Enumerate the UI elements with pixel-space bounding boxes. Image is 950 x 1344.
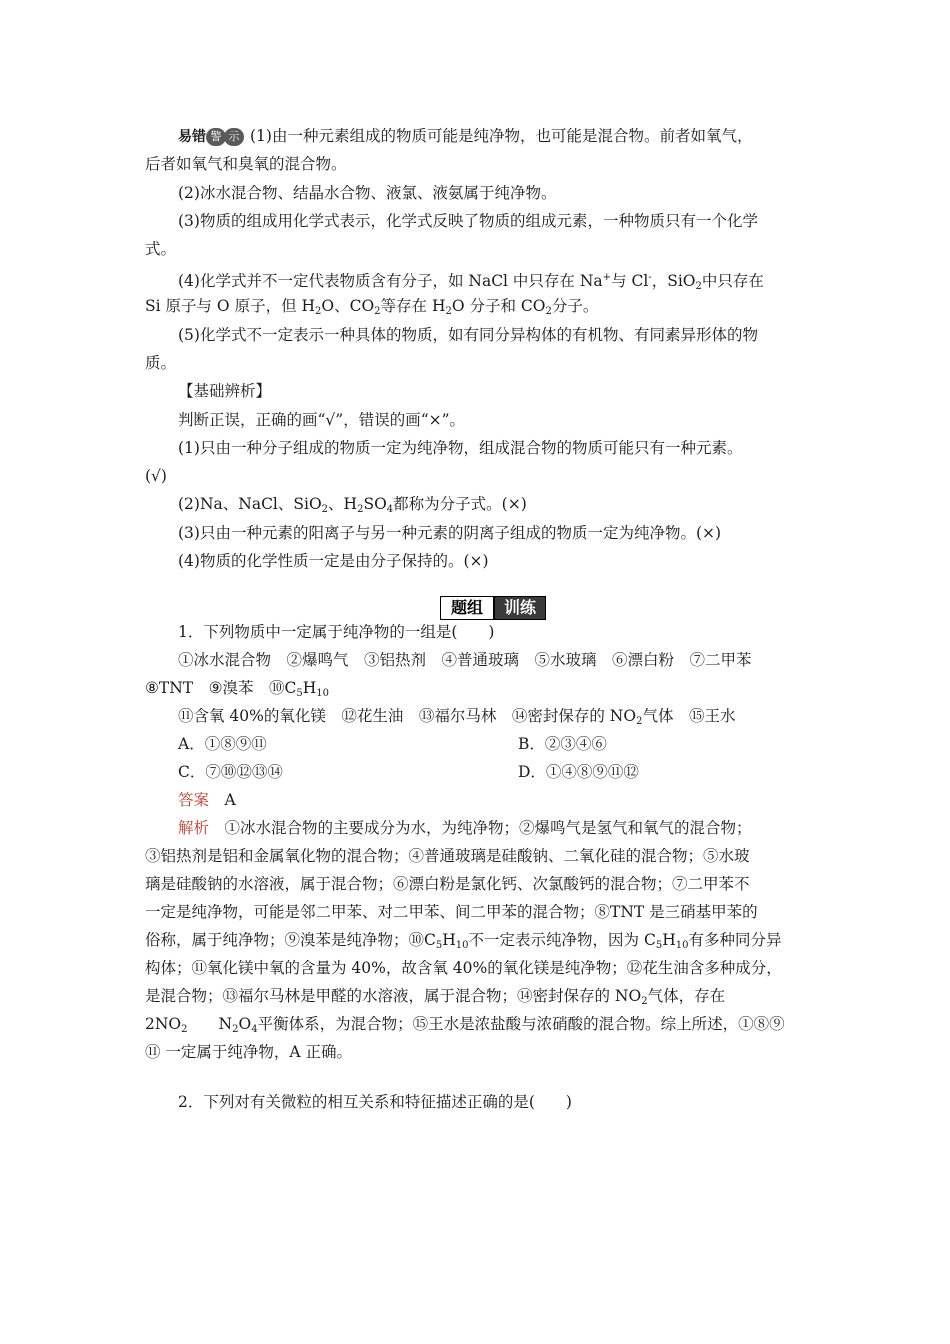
basic-item-1-cont: (√) (145, 467, 167, 485)
question-1-items-line-3: ⑪含氧 40%的氧化镁 ⑫花生油 ⑬福尔马林 ⑭密封保存的 $NO_2$气体 ⑮王水 (178, 707, 736, 727)
analysis-label: 解析 (178, 819, 210, 837)
analysis-line-5: 俗称，属于纯净物；⑨溴苯是纯净物；$⑩C_5H_{10}$不一定表示纯净物，因为 $C_5H_{10}$有多种同分异 (145, 931, 782, 951)
analysis-line-6: 构体；⑪氧化镁中氧的含量为 40%，故含氧 40%的氧化镁是纯净物；⑫花生油含多种成分， (145, 959, 782, 977)
option-c: C．⑦⑩⑫⑬⑭ (178, 763, 283, 781)
banner-left-text: 题组 (441, 597, 495, 619)
analysis-line-2: ③铝热剂是铝和金属氧化物的混合物；④普通玻璃是硅酸钠、二氧化硅的混合物；⑤水玻 (145, 847, 750, 865)
warning-badge-icon: 示 (224, 128, 244, 146)
answer-label: 答案 (178, 791, 210, 809)
question-1-stem: 1．下列物质中一定属于纯净物的一组是( ) (178, 623, 495, 641)
banner-right-text: 训练 (495, 597, 545, 619)
question-1-answer (178, 790, 848, 810)
warning-paragraph-3-cont: 式。 (145, 240, 177, 258)
analysis-line-8: $2NO_2$ $N_2O_4$平衡体系，为混合物；⑮王水是浓盐酸与浓硝酸的混合物。综上所述，①⑧⑨ (145, 1015, 785, 1035)
warning-badge-icon: 警 (206, 128, 226, 146)
warning-paragraph-2: (2)冰水混合物、结晶水合物、液氯、液氨属于纯净物。 (178, 184, 557, 202)
answer-value: A (224, 791, 236, 809)
analysis-line-1: 解析 ①冰水混合物的主要成分为水，为纯净物；②爆鸣气是氢气和氧气的混合物； (178, 819, 752, 837)
section-banner (440, 596, 546, 620)
option-b: B．②③④⑥ (518, 735, 607, 753)
warning-paragraph-1: 易错 警 示 (1)由一种元素组成的物质可能是纯净物，也可能是混合物。前者如氧气， (178, 127, 753, 145)
question-1-items-line-2: ⑧TNT ⑨溴苯 $⑩C_5H_{10}$ (145, 679, 330, 699)
analysis-line-9: ⑪ 一定属于纯净物，A 正确。 (145, 1043, 353, 1061)
warning-paragraph-3: (3)物质的组成用化学式表示，化学式反映了物质的组成元素，一种物质只有一个化学 (178, 212, 758, 230)
analysis-line-4: 一定是纯净物，可能是邻二甲苯、对二甲苯、间二甲苯的混合物；⑧TNT 是三硝基甲苯的 (145, 903, 758, 921)
option-a: A．①⑧⑨⑪ (178, 735, 267, 753)
question-2-stem: 2．下列对有关微粒的相互关系和特征描述正确的是( ) (178, 1093, 572, 1111)
analysis-line-3: 璃是硅酸钠的水溶液，属于混合物；⑥漂白粉是氯化钙、次氯酸钙的混合物；⑦二甲苯不 (145, 875, 750, 893)
option-d: D．①④⑧⑨⑪⑫ (518, 763, 639, 781)
warning-label: 易错 (178, 129, 206, 145)
warning-paragraph-4: (4)化学式并不一定代表物质含有分子，如 NaCl 中只存在 Na+与 Cl-，SiO$_2$中只存在 (178, 272, 764, 292)
warning-paragraph-5-cont: 质。 (145, 354, 177, 372)
warning-paragraph-4-cont: Si 原子与 O 原子，但 $H_2O$、$CO_2$等存在 $H_2O$ 分子和 $CO_2$分子。 (145, 297, 599, 317)
basic-item-3: (3)只由一种元素的阳离子与另一种元素的阴离子组成的物质一定为纯净物。(×) (178, 524, 722, 542)
warning-paragraph-1-cont: 后者如氧气和臭氧的混合物。 (145, 155, 347, 173)
analysis-line-7: 是混合物；⑬福尔马林是甲醛的水溶液，属于混合物；⑭密封保存的 $NO_2$气体，存在 (145, 987, 726, 1007)
basic-heading: 【基础辨析】 (178, 382, 272, 400)
basic-item-2: (2)Na、NaCl、SiO$_2$、$H_2SO_4$都称为分子式。(×) (178, 495, 527, 515)
basic-item-4: (4)物质的化学性质一定是由分子保持的。(×) (178, 552, 489, 570)
basic-instruction: 判断正误，正确的画“√”，错误的画“×”。 (178, 411, 466, 429)
question-1-items-line-1: ①冰水混合物 ②爆鸣气 ③铝热剂 ④普通玻璃 ⑤水玻璃 ⑥漂白粉 ⑦二甲苯 (178, 651, 752, 669)
warning-paragraph-5: (5)化学式不一定表示一种具体的物质，如有同分异构体的有机物、有同素异形体的物 (178, 326, 758, 344)
basic-item-1: (1)只由一种分子组成的物质一定为纯净物，组成混合物的物质可能只有一种元素。 (178, 439, 743, 457)
